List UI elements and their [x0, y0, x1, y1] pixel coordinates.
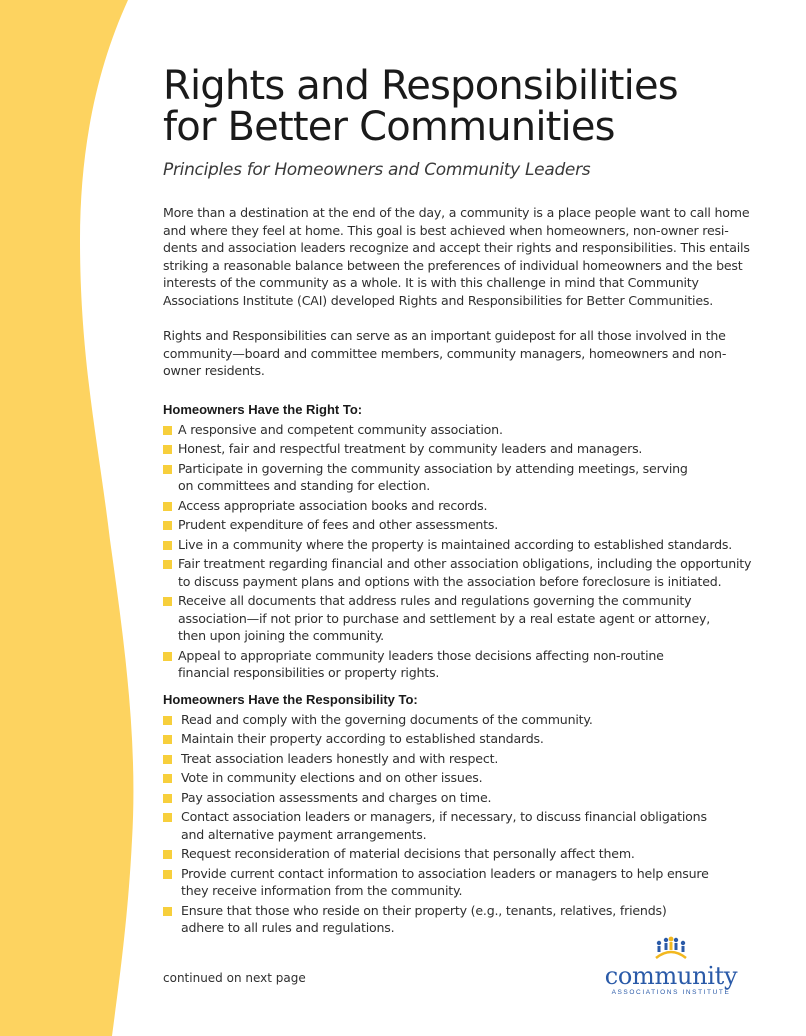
bullet-square-icon — [163, 813, 172, 822]
bullet-square-icon — [163, 735, 172, 744]
list-item-text: Live in a community where the property is maintained according to established standards. — [178, 536, 733, 552]
list-item — [163, 711, 753, 729]
list-item — [163, 808, 753, 843]
list-item-text: Appeal to appropriate community leaders those decisions affecting non-routine — [178, 647, 664, 663]
list-item-text: Participate in governing the community association by attending meetings, serving — [178, 460, 688, 476]
logo-subtitle: ASSOCIATIONS INSTITUTE — [611, 989, 731, 996]
paragraph-line: dents and association leaders recognize and accept their rights and responsibilities. This entails — [163, 240, 750, 255]
bullet-square-icon — [163, 794, 172, 803]
list-item — [163, 769, 753, 787]
bullet-square-icon — [163, 870, 172, 879]
paragraph-line: Associations Institute (CAI) developed Rights and Responsibilities for Better Communities. — [163, 292, 714, 308]
list-item-text: Read and comply with the governing documents of the community. — [181, 711, 593, 727]
list-item-text: Prudent expenditure of fees and other assessments. — [178, 517, 499, 532]
list-item-text: Receive all documents that address rules and regulations governing the community — [178, 593, 692, 608]
title-line-1: Rights and Responsibilities — [163, 63, 678, 109]
list-item — [163, 750, 753, 768]
paragraph-line: community—board and committee members, community managers, homeowners and non- — [163, 345, 727, 361]
bullet-square-icon — [163, 465, 172, 474]
cai-logo — [596, 936, 746, 996]
list-item-text: then upon joining the community. — [178, 628, 384, 643]
list-item-text: Access appropriate association books and records. — [178, 497, 488, 513]
list-item-text: Treat association leaders honestly and with respect. — [181, 750, 499, 766]
list-item-text: Pay association assessments and charges on time. — [181, 789, 492, 805]
intro-paragraph-1 — [163, 204, 753, 309]
list-item-text: association—if not prior to purchase and settlement by a real estate agent or attorney, — [178, 610, 711, 626]
bullet-square-icon — [163, 652, 172, 661]
paragraph-line: and where they feel at home. This goal is best achieved when homeowners, non-owner resi- — [163, 222, 729, 238]
bullet-square-icon — [163, 597, 172, 606]
list-item — [163, 497, 753, 515]
bullet-square-icon — [163, 716, 172, 725]
list-item — [163, 647, 753, 682]
paragraph-line: interests of the community as a whole. It is with this challenge in mind that Community — [163, 275, 699, 290]
list-item — [163, 845, 753, 863]
paragraph-line: striking a reasonable balance between the preferences of individual homeowners and the best — [163, 257, 743, 273]
bullet-square-icon — [163, 850, 172, 859]
list-item — [163, 440, 753, 458]
list-item — [163, 902, 753, 937]
document-body — [163, 63, 753, 939]
list-item-text: A responsive and competent community association. — [178, 421, 503, 437]
paragraph-line: owner residents. — [163, 363, 265, 378]
list-item-text: financial responsibilities or property rights. — [178, 665, 440, 680]
paragraph-line: More than a destination at the end of the day, a community is a place people want to call home — [163, 205, 750, 220]
bullet-square-icon — [163, 445, 172, 454]
list-item-text: Maintain their property according to established standards. — [181, 731, 544, 746]
list-item — [163, 516, 753, 534]
bullet-square-icon — [163, 774, 172, 783]
page-title — [163, 63, 753, 150]
responsibilities-list — [163, 711, 753, 937]
bullet-square-icon — [163, 907, 172, 916]
bullet-square-icon — [163, 426, 172, 435]
list-item-text: Vote in community elections and on other issues. — [181, 770, 483, 785]
list-item — [163, 421, 753, 439]
list-item-text: and alternative payment arrangements. — [181, 826, 427, 842]
list-item-text: Honest, fair and respectful treatment by community leaders and managers. — [178, 441, 643, 456]
list-item-text: on committees and standing for election. — [178, 478, 431, 493]
rights-list — [163, 421, 753, 682]
list-item — [163, 460, 753, 495]
list-item — [163, 536, 753, 554]
bullet-square-icon — [163, 560, 172, 569]
bullet-square-icon — [163, 541, 172, 550]
responsibilities-heading: Homeowners Have the Responsibility To: — [163, 691, 418, 707]
list-item-text: Provide current contact information to association leaders or managers to help ensure — [181, 865, 709, 881]
list-item-text: to discuss payment plans and options with the association before foreclosure is initiated. — [178, 573, 722, 589]
list-item — [163, 865, 753, 900]
list-item-text: Request reconsideration of material decisions that personally affect them. — [181, 846, 635, 861]
paragraph-line: Rights and Responsibilities can serve as an important guidepost for all those involved in the — [163, 328, 726, 343]
list-item-text: adhere to all rules and regulations. — [181, 920, 395, 935]
bullet-square-icon — [163, 755, 172, 764]
list-item-text: Ensure that those who reside on their property (e.g., tenants, relatives, friends) — [181, 902, 667, 918]
list-item-text: they receive information from the community. — [181, 883, 463, 898]
page-subtitle: Principles for Homeowners and Community Leaders — [163, 160, 591, 180]
list-item-text: Contact association leaders or managers, if necessary, to discuss financial obligations — [181, 809, 707, 824]
bullet-square-icon — [163, 502, 172, 511]
list-item-text: Fair treatment regarding financial and other association obligations, including the opportunity — [178, 556, 752, 571]
intro-paragraph-2 — [163, 327, 753, 380]
people-logo-icon — [654, 936, 688, 960]
list-item — [163, 730, 753, 748]
bullet-square-icon — [163, 521, 172, 530]
rights-heading: Homeowners Have the Right To: — [163, 401, 363, 417]
list-item — [163, 555, 753, 590]
logo-wordmark: community — [604, 962, 738, 990]
continued-note: continued on next page — [163, 971, 306, 985]
title-line-2: for Better Communities — [163, 104, 615, 150]
list-item — [163, 789, 753, 807]
list-item — [163, 592, 753, 645]
